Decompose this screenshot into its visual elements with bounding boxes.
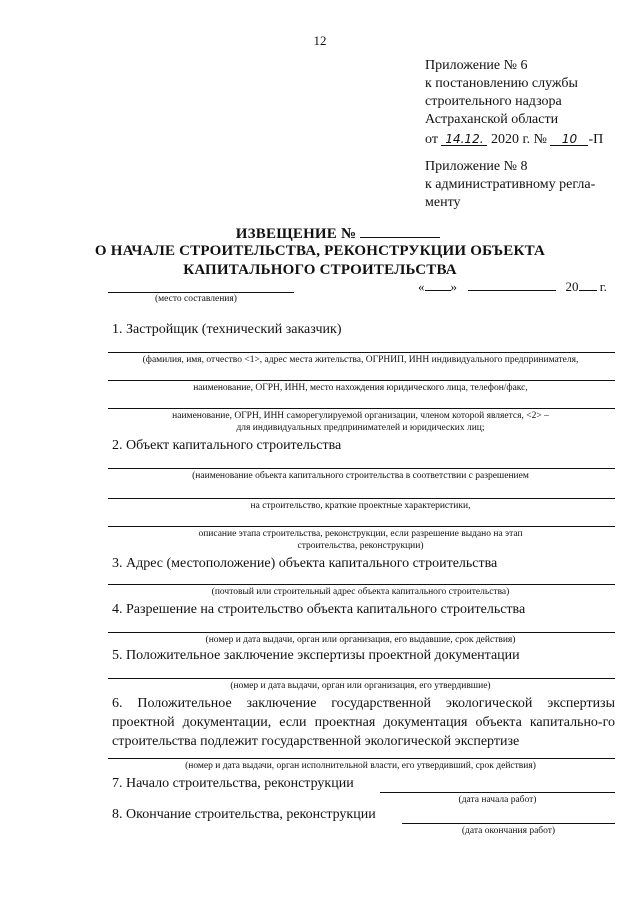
appendix8-line3: менту [425,195,461,210]
section7-title: 7. Начало строительства, реконструкции [112,776,354,791]
date-year: 2020 г. № [490,132,547,147]
section1-line3 [108,408,615,409]
appendix6-date-line [425,130,603,149]
year-prefix: 20 [565,279,579,294]
section8-caption: (дата окончания работ) [461,826,556,836]
title-line3: КАПИТАЛЬНОГО СТРОИТЕЛЬСТВА [183,262,457,278]
section1-title: 1. Застройщик (технический заказчик) [112,322,342,337]
section2-caption3: описание этапа строительства, реконструкции, если разрешение выдано на этап [198,529,523,539]
section4-title: 4. Разрешение на строительство объекта капитального строительства [112,602,526,617]
section2-caption1: (наименование объекта капитального строительства в соответствии с разрешением [192,471,529,481]
section6-line [108,758,615,759]
quote-close: » [450,279,457,294]
notice-number-label: ИЗВЕЩЕНИЕ № [235,226,357,242]
page-number: 12 [313,33,327,48]
section2-caption4: строительства, реконструкции) [297,541,424,551]
appendix6-line3: строительного надзора [425,94,562,109]
section8-title: 8. Окончание строительства, реконструкции [112,807,376,822]
section4-line [108,632,615,633]
section6-text: 6. Положительное заключение государственной экологической экспертизы проектной документации, если проектная документация объекта капитально-го строительства подлежит государственной экологической экспертизе [112,696,615,749]
section2-title: 2. Объект капитального строительства [112,438,342,453]
section1-line1 [108,352,615,353]
number-suffix: -П [588,132,604,147]
section2-line2 [108,498,615,499]
appendix8-line1: Приложение № 8 [425,159,528,174]
section5-caption: (номер и дата выдачи, орган или организация, его утвердившие) [230,681,491,691]
section2-caption2: на строительство, краткие проектные характеристики, [250,501,471,511]
title-line1 [0,223,640,243]
appendix6-line4: Астраханской области [425,112,559,127]
month-blank [468,278,556,291]
handwritten-date: 14.12. [441,130,487,146]
notice-number-blank [360,223,440,238]
section1-caption3: наименование, ОГРН, ИНН саморегулируемой организации, членом которой является, <2> – [172,411,549,421]
section1-caption4: для индивидуальных предпринимателей и юридических лиц; [236,423,485,433]
section3-title: 3. Адрес (местоположение) объекта капитального строительства [112,556,498,571]
section7-caption: (дата начала работ) [458,795,537,805]
section1-line2 [108,380,615,381]
section5-line [108,678,615,679]
place-blank [108,292,294,293]
section3-caption: (почтовый или строительный адрес объекта капитального строительства) [211,587,510,597]
section1-caption1: (фамилия, имя, отчество <1>, адрес места жительства, ОГРНИП, ИНН индивидуального предпринимателя, [142,355,579,365]
section6-caption: (номер и дата выдачи, орган исполнительной власти, его утвердивший, срок действия) [185,761,536,771]
year-blank [579,278,597,291]
section2-line1 [108,468,615,469]
section5-title: 5. Положительное заключение экспертизы проектной документации [112,648,520,663]
section4-caption: (номер и дата выдачи, орган или организация, его выдавшие, срок действия) [205,635,516,645]
appendix6-line2: к постановлению службы [425,76,578,91]
place-caption: (место составления) [155,294,237,304]
appendix6-line1: Приложение № 6 [425,58,528,73]
handwritten-number: 10 [550,130,588,146]
appendix8-line2: к административному регла- [425,177,596,192]
section8-line [402,823,615,824]
quote-open: « [418,279,425,294]
section2-line3 [108,526,615,527]
title-line2: О НАЧАЛЕ СТРОИТЕЛЬСТВА, РЕКОНСТРУКЦИИ ОБЪЕКТА [94,243,546,259]
day-blank [425,278,451,291]
year-suffix: г. [599,279,607,294]
date-prefix: от [425,132,438,147]
section1-caption2: наименование, ОГРН, ИНН, место нахождения юридического лица, телефон/факс, [193,383,528,393]
date-line [418,278,607,295]
section3-line [108,584,615,585]
section7-line [380,792,615,793]
